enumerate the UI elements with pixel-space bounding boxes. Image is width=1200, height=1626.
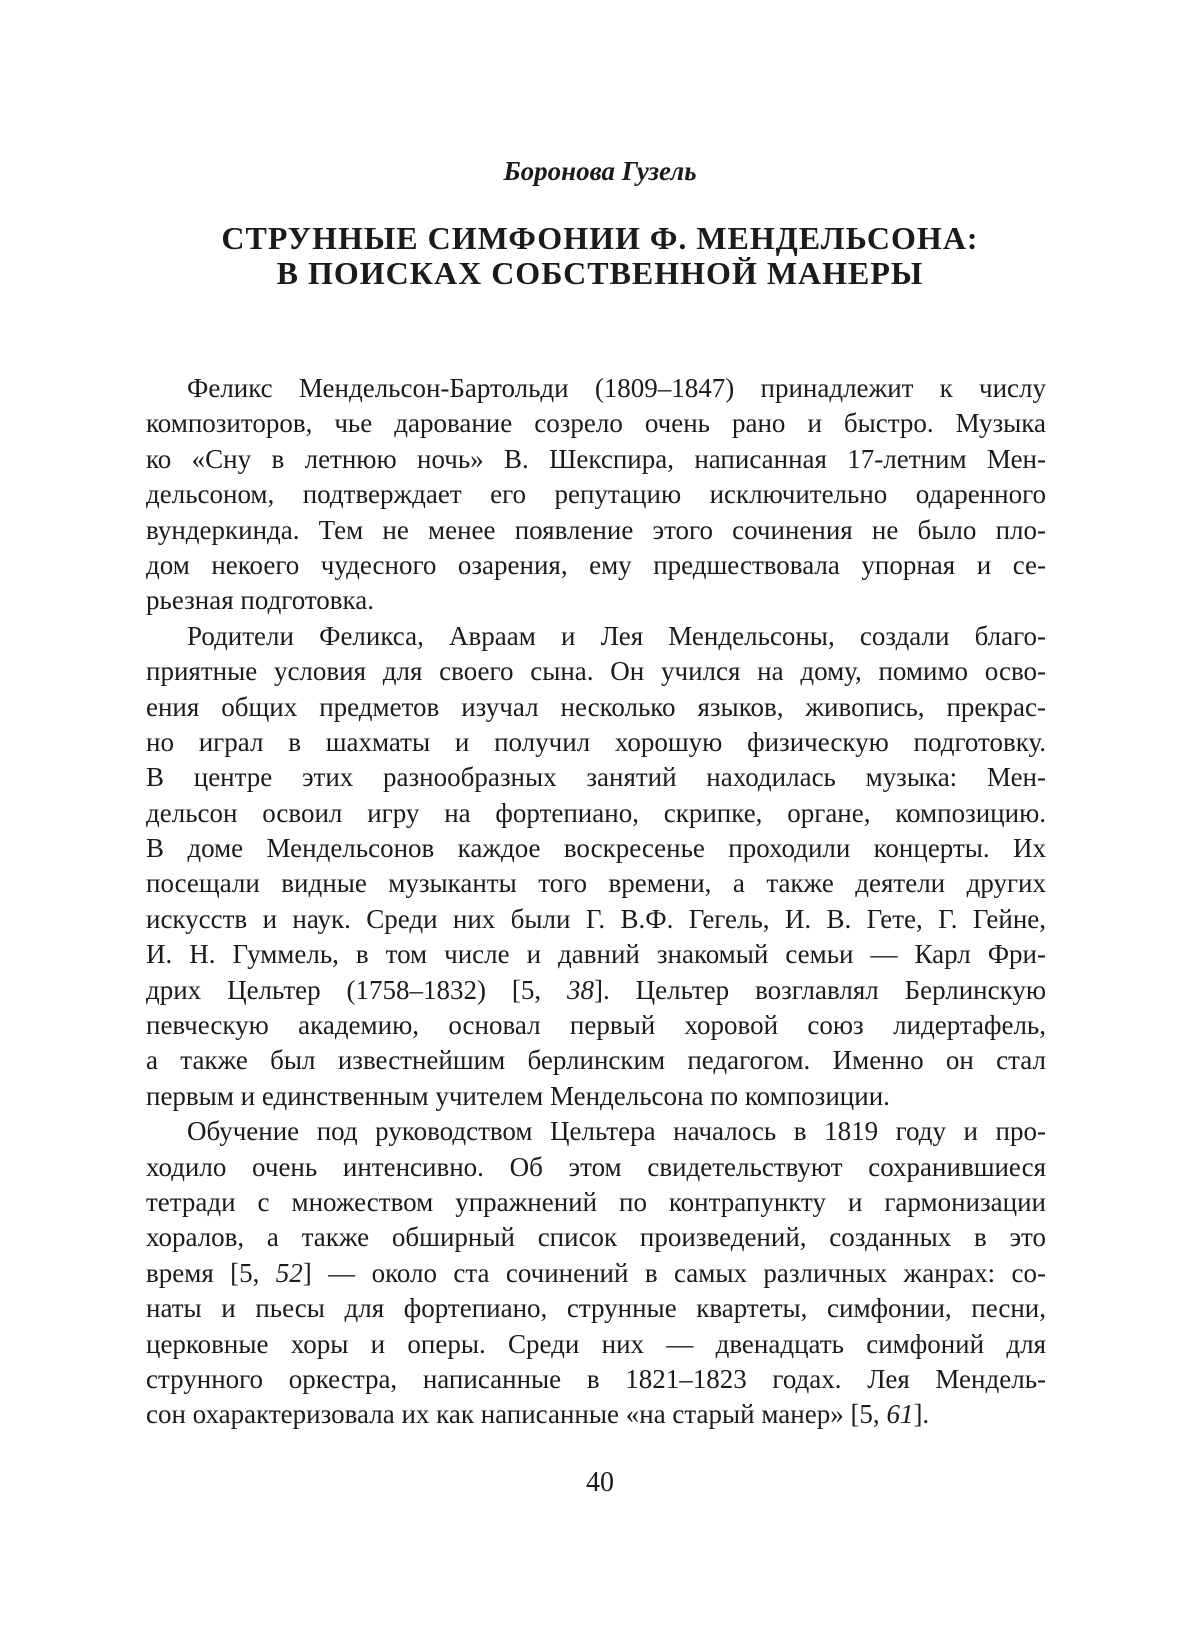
text-segment: посещали видные музыканты того времени, а также деятели других (146, 868, 1046, 899)
paragraph-2 (146, 619, 1046, 1114)
title-line-2: В ПОИСКАХ СОБСТВЕННОЙ МАНЕРЫ (276, 255, 924, 291)
citation-page-italic: 61 (886, 1399, 914, 1430)
text-line (146, 1397, 1046, 1432)
text-line (146, 973, 1046, 1008)
text-segment: сон охарактеризовала их как написанные «на старый манер» [5, (146, 1399, 887, 1430)
paragraph-3 (146, 1114, 1046, 1433)
text-line (146, 654, 1046, 689)
text-segment: дрих Цельтер (1758–1832) [5, (146, 974, 568, 1005)
text-line (146, 548, 1046, 583)
text-segment: а также был известнейшим берлинским педагогом. Именно он стал (146, 1045, 1046, 1076)
text-line (146, 796, 1046, 831)
title-line-1: СТРУННЫЕ СИМФОНИИ Ф. МЕНДЕЛЬСОНА: (221, 220, 979, 256)
text-line (146, 1362, 1046, 1397)
text-line (146, 690, 1046, 725)
text-line (146, 1150, 1046, 1185)
text-line (146, 1291, 1046, 1326)
text-segment: ходило очень интенсивно. Об этом свидетельствуют сохранившиеся (146, 1151, 1046, 1182)
text-segment: тетради с множеством упражнений по контрапункту и гармонизации (146, 1186, 1046, 1217)
text-line (146, 513, 1046, 548)
text-line (146, 1008, 1046, 1043)
text-line (146, 902, 1046, 937)
text-line (146, 477, 1046, 512)
text-segment: рьезная подготовка. (146, 585, 374, 616)
text-segment: композиторов, чье дарование созрело очень рано и быстро. Музыка (146, 408, 1046, 439)
author-name: Боронова Гузель (503, 156, 697, 186)
text-segment: певческую академию, основал первый хоровой союз лидертафель, (146, 1010, 1046, 1041)
text-line (146, 619, 1046, 654)
text-segment: В доме Мендельсонов каждое воскресенье проходили концерты. Их (146, 833, 1046, 864)
text-segment: ]. Цельтер возглавлял Берлинскую (594, 974, 1046, 1005)
text-segment: вундеркинда. Тем не менее появление этого сочинения не было пло- (146, 514, 1046, 545)
article-title (110, 221, 1090, 291)
citation-page-italic: 52 (275, 1257, 303, 1288)
text-segment: ]. (913, 1399, 930, 1430)
text-line (146, 406, 1046, 441)
text-line (146, 760, 1046, 795)
text-segment: наты и пьесы для фортепиано, струнные квартеты, симфонии, песни, (146, 1293, 1046, 1324)
text-line (146, 442, 1046, 477)
text-segment: ] — около ста сочинений в самых различных жанрах: со- (302, 1257, 1046, 1288)
text-segment: Обучение под руководством Цельтера началось в 1819 году и про- (187, 1116, 1046, 1147)
text-line (146, 583, 1046, 618)
paragraph-1 (146, 371, 1046, 619)
text-line (146, 1185, 1046, 1220)
citation-page-italic: 38 (567, 974, 595, 1005)
article-body (146, 371, 1046, 1433)
text-segment: церковные хоры и оперы. Среди них — двенадцать симфоний для (146, 1328, 1046, 1359)
text-segment: время [5, (146, 1257, 276, 1288)
text-line (146, 1114, 1046, 1149)
text-segment: искусств и наук. Среди них были Г. В.Ф. Гегель, И. В. Гете, Г. Гейне, (146, 903, 1046, 934)
text-segment: Феликс Мендельсон-Бартольди (1809–1847) принадлежит к числу (187, 373, 1046, 403)
text-segment: приятные условия для своего сына. Он учился на дому, помимо осво- (146, 656, 1046, 687)
text-line (146, 831, 1046, 866)
text-segment: первым и единственным учителем Мендельсона по композиции. (146, 1080, 890, 1111)
page-number: 40 (586, 1467, 614, 1498)
text-segment: хоралов, а также обширный список произведений, созданных в это (146, 1222, 1046, 1253)
text-line (146, 725, 1046, 760)
text-segment: Родители Феликса, Авраам и Лея Мендельсоны, создали благо- (187, 620, 1046, 651)
text-line (146, 1079, 1046, 1114)
text-segment: В центре этих разнообразных занятий находилась музыка: Мен- (146, 762, 1046, 793)
text-line (146, 371, 1046, 406)
text-segment: дельсоном, подтверждает его репутацию исключительно одаренного (146, 479, 1046, 510)
text-line (146, 866, 1046, 901)
text-line (146, 1327, 1046, 1362)
text-segment: И. Н. Гуммель, в том числе и давний знакомый семьи — Карл Фри- (146, 939, 1046, 970)
text-line (146, 937, 1046, 972)
text-segment: дельсон освоил игру на фортепиано, скрипке, органе, композицию. (146, 797, 1046, 828)
text-segment: но играл в шахматы и получил хорошую физическую подготовку. (146, 726, 1046, 757)
text-segment: ко «Сну в летнюю ночь» В. Шекспира, написанная 17-летним Мен- (146, 443, 1046, 474)
text-line (146, 1043, 1046, 1078)
text-segment: струнного оркестра, написанные в 1821–1823 годах. Лея Мендель- (146, 1363, 1046, 1394)
text-segment: дом некоего чудесного озарения, ему предшествовала упорная и се- (146, 549, 1046, 580)
text-segment: ения общих предметов изучал несколько языков, живопись, прекрас- (146, 691, 1046, 722)
text-line (146, 1256, 1046, 1291)
text-line (146, 1220, 1046, 1255)
